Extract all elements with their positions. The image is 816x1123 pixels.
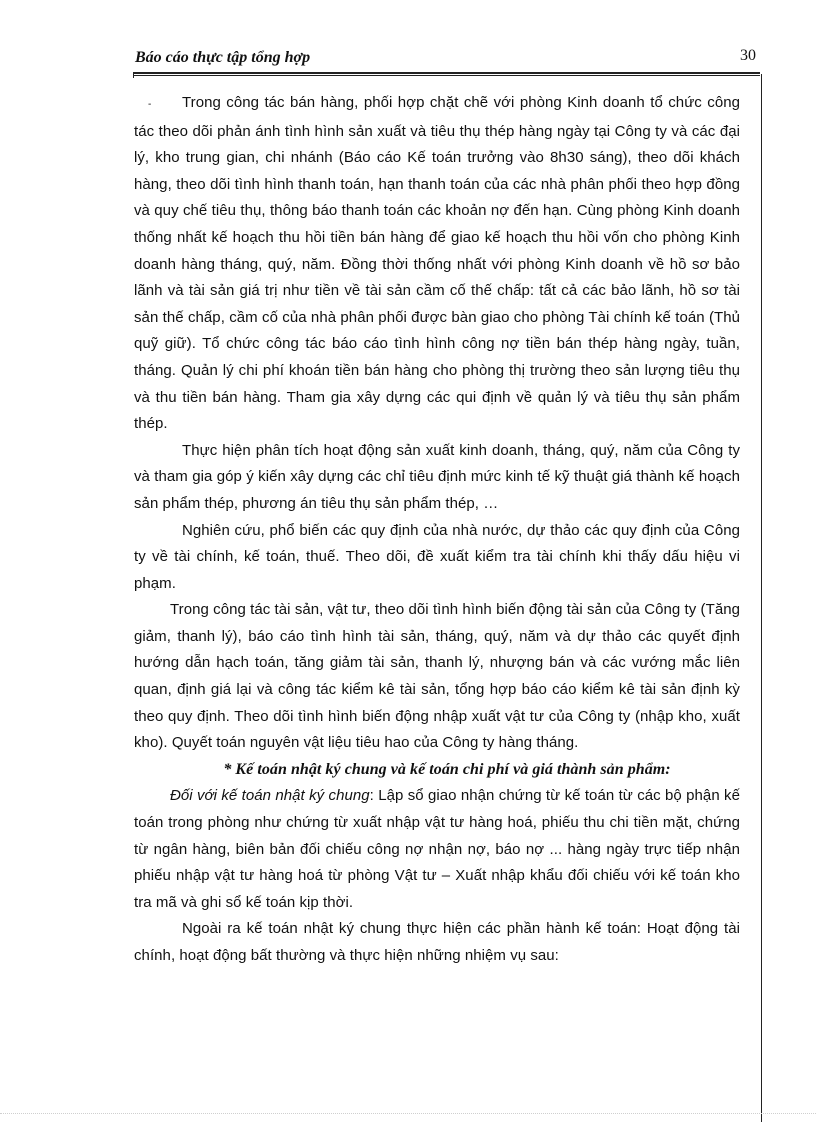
document-body [134,90,740,970]
page-number: 30 [740,47,756,64]
page-header [133,46,760,76]
header-title: Báo cáo thực tập tổng hợp [135,49,311,66]
paragraph-journal-text: : Lập sổ giao nhận chứng từ kế toán từ các bộ phận kế toán trong phòng như chứng từ xuất nhập vật tư hàng hoá, phiếu thu chi tiền mặt, chứng từ ngân hàng, biên bản đối chiếu công nợ nhận nợ, báo nợ ... hàng ngày trực tiếp nhận phiếu nhập vật tư hàng hoá từ phòng Vật tư – Xuất nhập khẩu đối chiếu với kế toán kho tra mã và ghi sổ kế toán kịp thời. [134,787,740,911]
frame-left-mark [133,74,134,78]
paragraph-sales [134,90,740,438]
paragraph-other-duties: Ngoài ra kế toán nhật ký chung thực hiện các phần hành kế toán: Hoạt động tài chính, hoạt động bất thường và thực hiện những nhiệm vụ sau: [134,920,740,964]
header-rule [133,72,760,76]
bullet-mark: - [148,99,152,110]
paragraph-journal [134,783,740,916]
paragraph-journal-lead: Đối với kế toán nhật ký chung [170,787,370,805]
section-heading: * Kế toán nhật ký chung và kế toán chi phí và giá thành sản phẩm: [223,760,671,778]
paragraph-regulations: Nghiên cứu, phổ biến các quy định của nhà nước, dự thảo các quy định của Công ty về tài chính, kế toán, thuế. Theo dõi, đề xuất kiểm tra tài chính khi thấy dấu hiệu vi phạm. [134,521,740,592]
paragraph-assets: Trong công tác tài sản, vật tư, theo dõi tình hình biến động tài sản của Công ty (Tăng giảm, thanh lý), báo cáo tình hình tài sản, tháng, quý, năm và dự thảo các quyết định hướng dẫn hạch toán, tăng giảm tài sản, thanh lý, nhượng bán và các vướng mắc liên quan, định giá lại và công tác kiểm kê tài sản, tổng hợp báo cáo kiểm kê tài sản định kỳ theo quy định. Theo dõi tình hình biến động nhập xuất vật tư của Công ty (nhập kho, xuất kho). Quyết toán nguyên vật liệu tiêu hao của Công ty hàng tháng. [134,601,740,752]
bottom-dotted-rule [0,1113,816,1114]
page-frame-right [761,74,762,1122]
paragraph-sales-text: Trong công tác bán hàng, phối hợp chặt chẽ với phòng Kinh doanh tổ chức công tác theo dõi phản ánh tình hình sản xuất và tiêu thụ thép hàng ngày tại Công ty và các đại lý, kho trung gian, chi nhánh (Báo cáo Kế toán trưởng vào 8h30 sáng), theo dõi khách hàng, theo dõi tình hình thanh toán, hạn thanh toán của các nhà phân phối theo hợp đồng và quy chế tiêu thụ, thông báo thanh toán các khoản nợ đến hạn. Cùng phòng Kinh doanh thống nhất kế hoạch thu hồi tiền bán hàng để giao kế hoạch thu hồi vốn cho phòng Kinh doanh hàng tháng, quý, năm. Đồng thời thống nhất với phòng Kinh doanh về hồ sơ bảo lãnh và tài sản giá trị như tiền về tài sản cầm cố thế chấp: tất cả các bảo lãnh, hồ sơ tài sản thế chấp, cầm cố của nhà phân phối được bàn giao cho phòng Tài chính kế toán (Thủ quỹ giữ). Tổ chức công tác báo cáo tình hình công nợ tiền bán thép hàng ngày, tuần, tháng. Quản lý chi phí khoán tiền bán hàng cho phòng thị trường theo sản lượng tiêu thụ và thu tiền bán hàng. Tham gia xây dựng các qui định về quản lý và tiêu thụ sản phẩm thép. [134,94,740,433]
paragraph-analysis: Thực hiện phân tích hoạt động sản xuất kinh doanh, tháng, quý, năm của Công ty và tham gia góp ý kiến xây dựng các chỉ tiêu định mức kinh tế kỹ thuật giá thành kế hoạch sản phẩm thép, phương án tiêu thụ sản phẩm thép, … [134,441,740,512]
